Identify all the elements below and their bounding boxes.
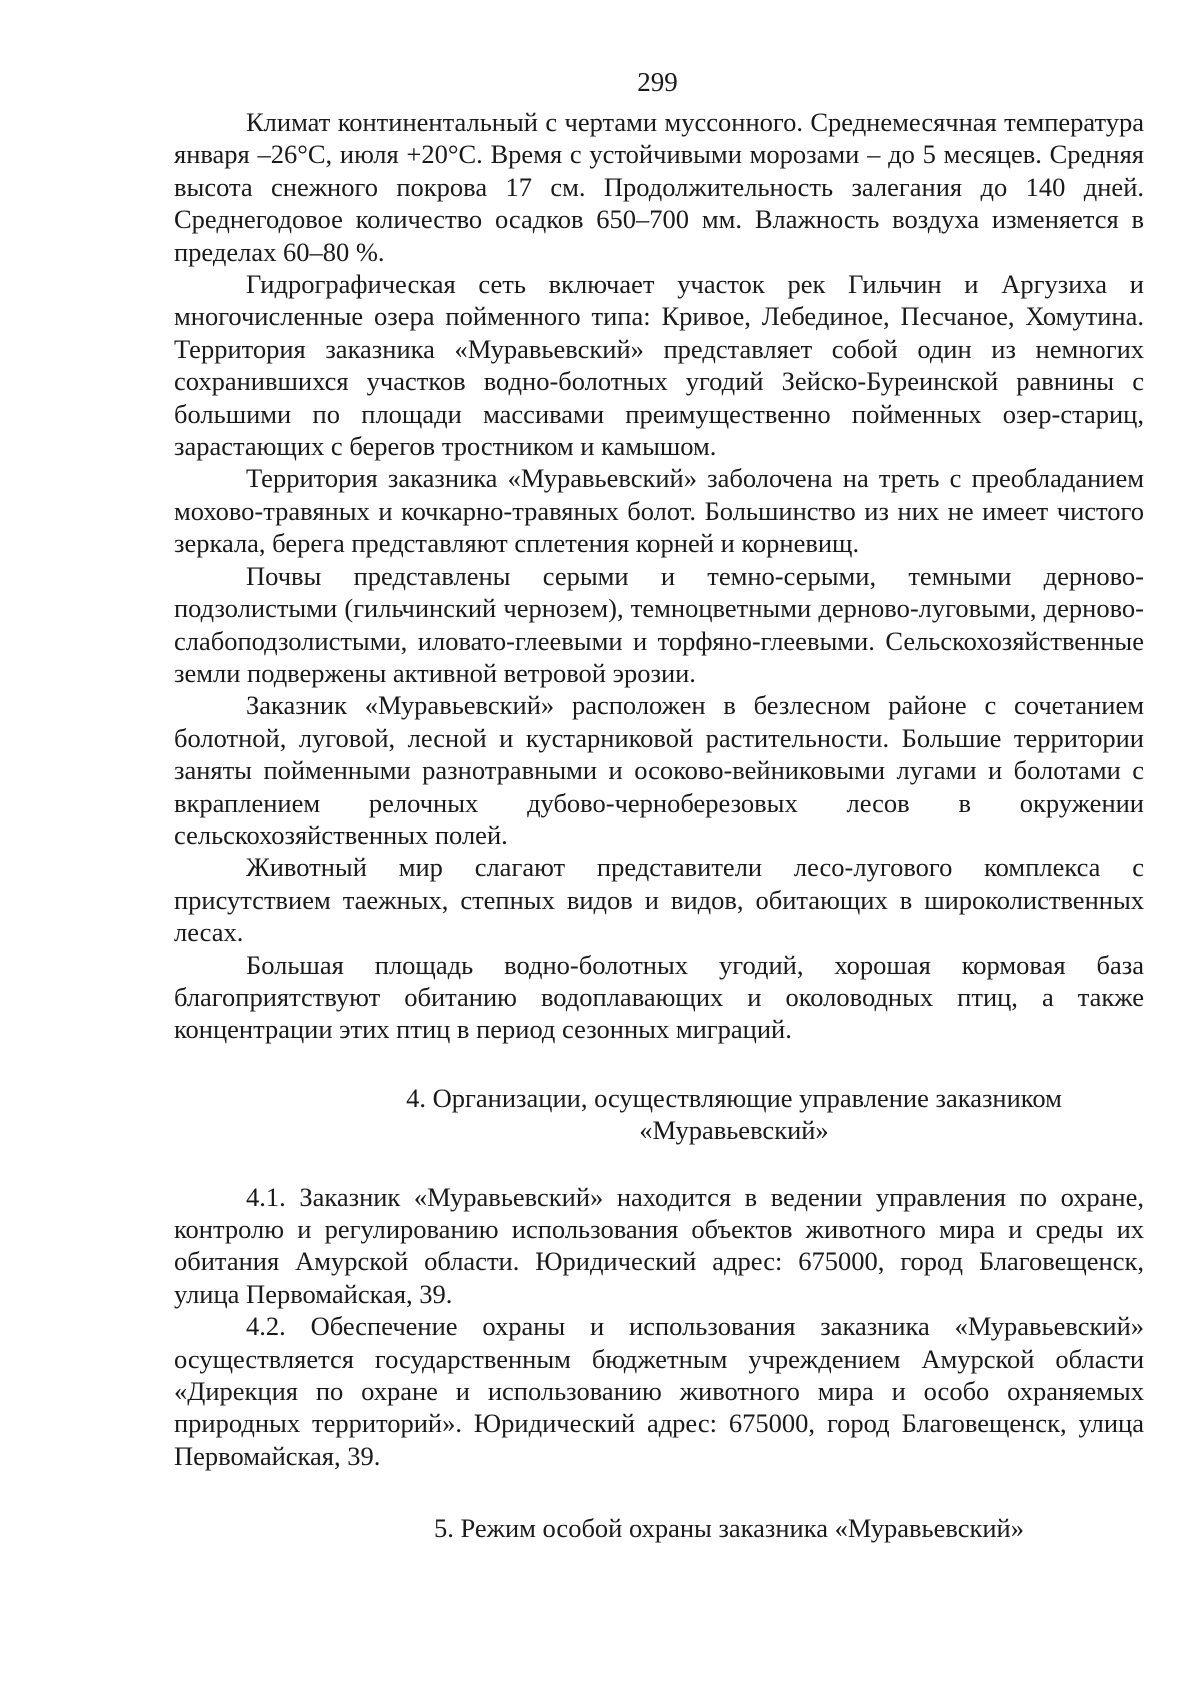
section-4-heading: [174, 1082, 1144, 1147]
paragraph-climate: Климат континентальный с чертами муссонного. Среднемесячная температура января –26°С, июля +20°С. Время с устойчивыми морозами – до 5 месяцев. Средняя высота снежного покрова 17 см. Продолжительность залегания до 140 дней. Среднегодовое количество осадков 650–700 мм. Влажность воздуха изменяется в пределах 60–80 %.: [174, 107, 1144, 267]
paragraph-fauna: Животный мир слагают представители лесо-лугового комплекса с присутствием таежных, степных видов и видов, обитающих в широколиственных лесах.: [174, 852, 1144, 948]
section-4-heading-line2: «Муравьевский»: [639, 1115, 829, 1146]
paragraph-vegetation: Заказник «Муравьевский» расположен в безлесном районе с сочетанием болотной, луговой, лесной и кустарниковой растительности. Большие территории заняты пойменными разнотравными и осоково-вейниковыми лугами и болотами с вкраплением релочных дубово-черноберезовых лесов в окружении сельскохозяйственных полей.: [174, 690, 1144, 850]
paragraph-hydrography: Гидрографическая сеть включает участок рек Гильчин и Аргузиха и многочисленные озера пойменного типа: Кривое, Лебединое, Песчаное, Хомутина. Территория заказника «Муравьевский» представляет собой один из немногих сохранившихся участков водно-болотных угодий Зейско-Буреинской равнины с большими по площади массивами преимущественно пойменных озер-стариц, зарастающих с берегов тростником и камышом.: [174, 269, 1144, 462]
clause-4-2: 4.2. Обеспечение охраны и использования заказника «Муравьевский» осуществляется государственным бюджетным учреждением Амурской области «Дирекция по охране и использованию животного мира и особо охраняемых природных территорий». Юридический адрес: 675000, город Благовещенск, улица Первомайская, 39.: [174, 1311, 1144, 1471]
clause-4-1: 4.1. Заказник «Муравьевский» находится в ведении управления по охране, контролю и регулированию использования объектов животного мира и среды их обитания Амурской области. Юридический адрес: 675000, город Благовещенск, улица Первомайская, 39.: [174, 1181, 1144, 1309]
paragraph-soils: Почвы представлены серыми и темно-серыми, темными дерново-подзолистыми (гильчинский чернозем), темноцветными дерново-луговыми, дерново-слабоподзолистыми, иловато-глеевыми и торфяно-глеевыми. Сельскохозяйственные земли подвержены активной ветровой эрозии.: [174, 560, 1144, 688]
page-number: 299: [637, 67, 678, 97]
section-5-heading: 5. Режим особой охраны заказника «Муравьевский»: [433, 1513, 1024, 1544]
paragraph-birds: Большая площадь водно-болотных угодий, хорошая кормовая база благоприятствуют обитанию водоплавающих и околоводных птиц, а также концентрации этих птиц в период сезонных миграций.: [174, 949, 1144, 1045]
paragraph-wetlands: Территория заказника «Муравьевский» заболочена на треть с преобладанием мохово-травяных и кочкарно-травяных болот. Большинство из них не имеет чистого зеркала, берега представляют сплетения корней и корневищ.: [174, 463, 1144, 559]
document-body: [174, 106, 1144, 1545]
section-4-heading-line1: 4. Организации, осуществляющие управление заказником: [406, 1082, 1062, 1113]
